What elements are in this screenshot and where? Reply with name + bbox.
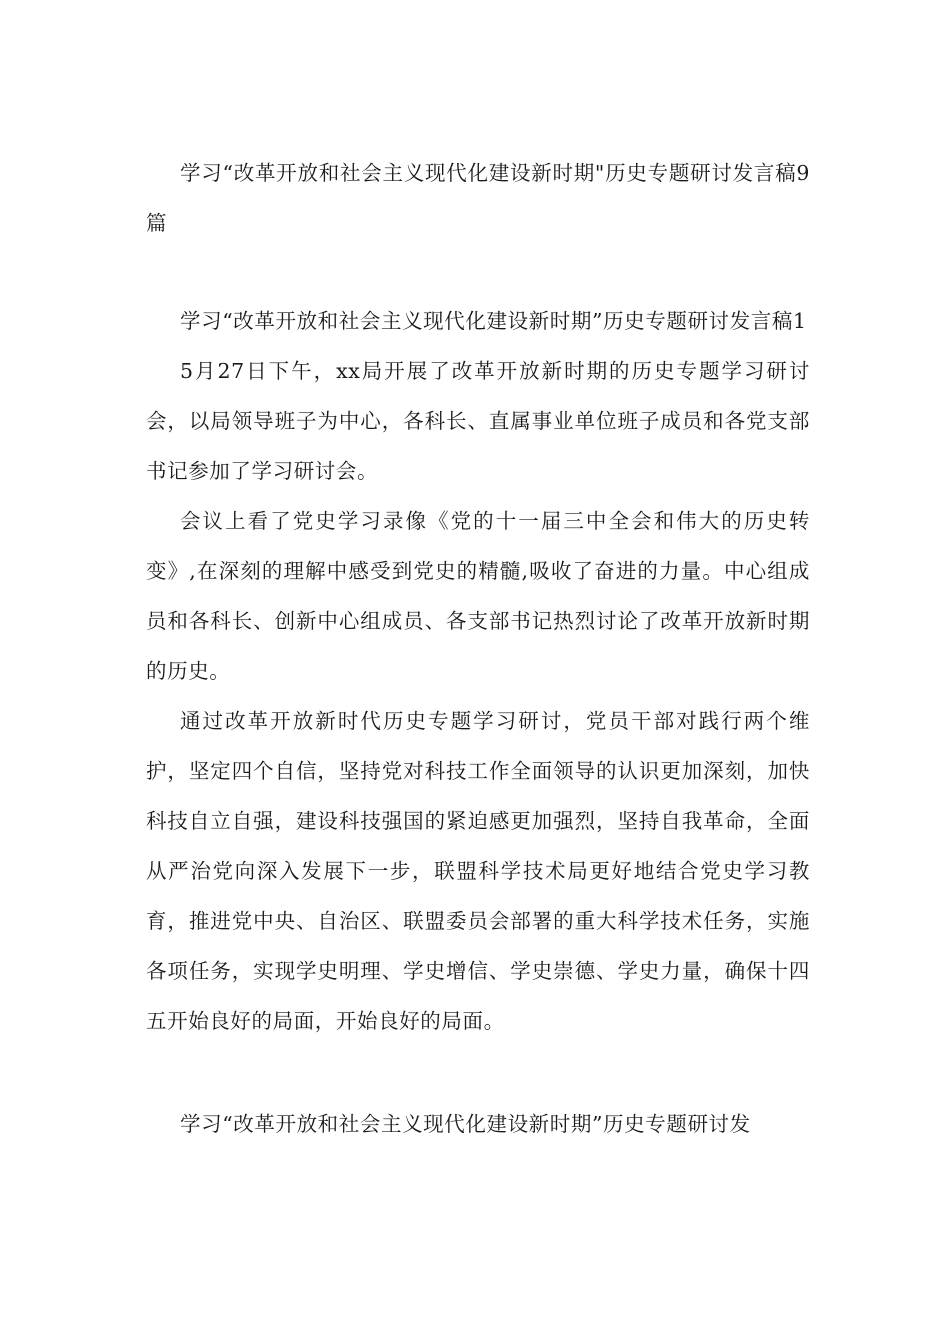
section-heading-1: 学习“改革开放和社会主义现代化建设新时期”历史专题研讨发言稿1 [180, 309, 807, 333]
body-paragraph-3: 通过改革开放新时代历史专题学习研讨，党员干部对践行两个维护，坚定四个自信，坚持党对科技工作全面领导的认识更加深刻，加快科技自立自强，建设科技强国的紧迫感更加强烈，坚持自我革命，全面从严治党向深入发展下一步，联盟科学技术局更好地结合党史学习教育，推进党中央、自治区、联盟委员会部署的重大科学技术任务，实施各项任务，实现学史明理、学史增信、学史崇德、学史力量，确保十四五开始良好的局面，开始良好的局面。 [146, 709, 810, 1033]
document-title: 学习“改革开放和社会主义现代化建设新时期"历史专题研讨发言稿9篇 [146, 161, 810, 235]
section-heading-2: 学习“改革开放和社会主义现代化建设新时期”历史专题研讨发 [180, 1112, 751, 1136]
body-paragraph-1: 5月27日下午，xx局开展了改革开放新时期的历史专题学习研讨会，以局领导班子为中心，各科长、直属事业单位班子成员和各党支部书记参加了学习研讨会。 [146, 359, 810, 483]
body-paragraph-2: 会议上看了党史学习录像《党的十一届三中全会和伟大的历史转变》,在深刻的理解中感受到党史的精髓,吸收了奋进的力量。中心组成员和各科长、创新中心组成员、各支部书记热烈讨论了改革开放新时期的历史。 [146, 509, 810, 683]
document-page [146, 148, 810, 1149]
